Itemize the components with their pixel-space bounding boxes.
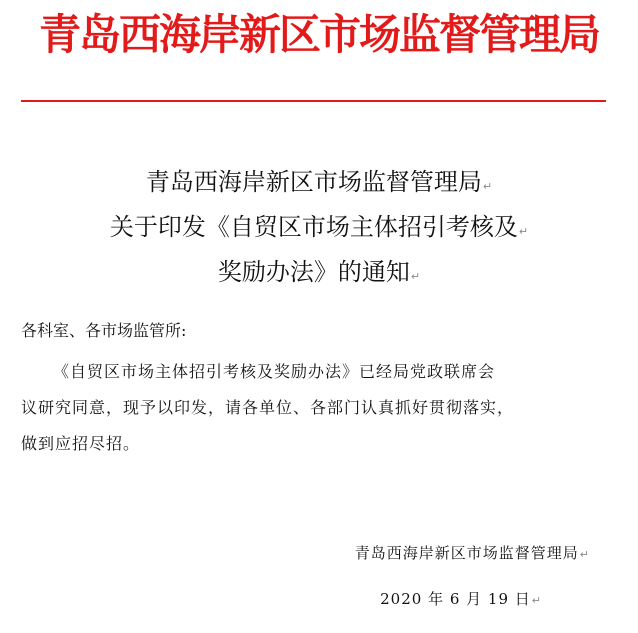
- signature-agency: 青岛西海岸新区市场监督管理局↵: [354, 544, 590, 562]
- body-line-1: 《自贸区市场主体招引考核及奖励办法》已经局党政联席会: [53, 362, 496, 381]
- paragraph-mark-icon: ↵: [518, 225, 529, 238]
- title-line-3: 奖励办法》的通知↵: [217, 258, 421, 286]
- document-title: [0, 162, 638, 297]
- paragraph-mark-icon: ↵: [531, 594, 542, 607]
- paragraph-mark-icon: ↵: [482, 180, 493, 193]
- body-paragraph: [21, 354, 621, 462]
- body-line-3: 做到应招尽招。: [21, 434, 141, 453]
- title-line-2: 关于印发《自贸区市场主体招引考核及↵: [109, 213, 529, 241]
- masthead-title: 青岛西海岸新区市场监督管理局: [38, 10, 599, 59]
- body-line-2: 议研究同意，现予以印发，请各单位、各部门认真抓好贯彻落实，: [21, 398, 515, 417]
- signature-date: 2020 年 6 月 19 日↵: [380, 590, 542, 608]
- paragraph-mark-icon: ↵: [579, 548, 590, 561]
- title-line-1: 青岛西海岸新区市场监督管理局↵: [145, 168, 493, 196]
- red-divider-line: [21, 100, 606, 102]
- salutation: 各科室、各市场监管所:: [21, 321, 187, 340]
- paragraph-mark-icon: ↵: [410, 270, 421, 283]
